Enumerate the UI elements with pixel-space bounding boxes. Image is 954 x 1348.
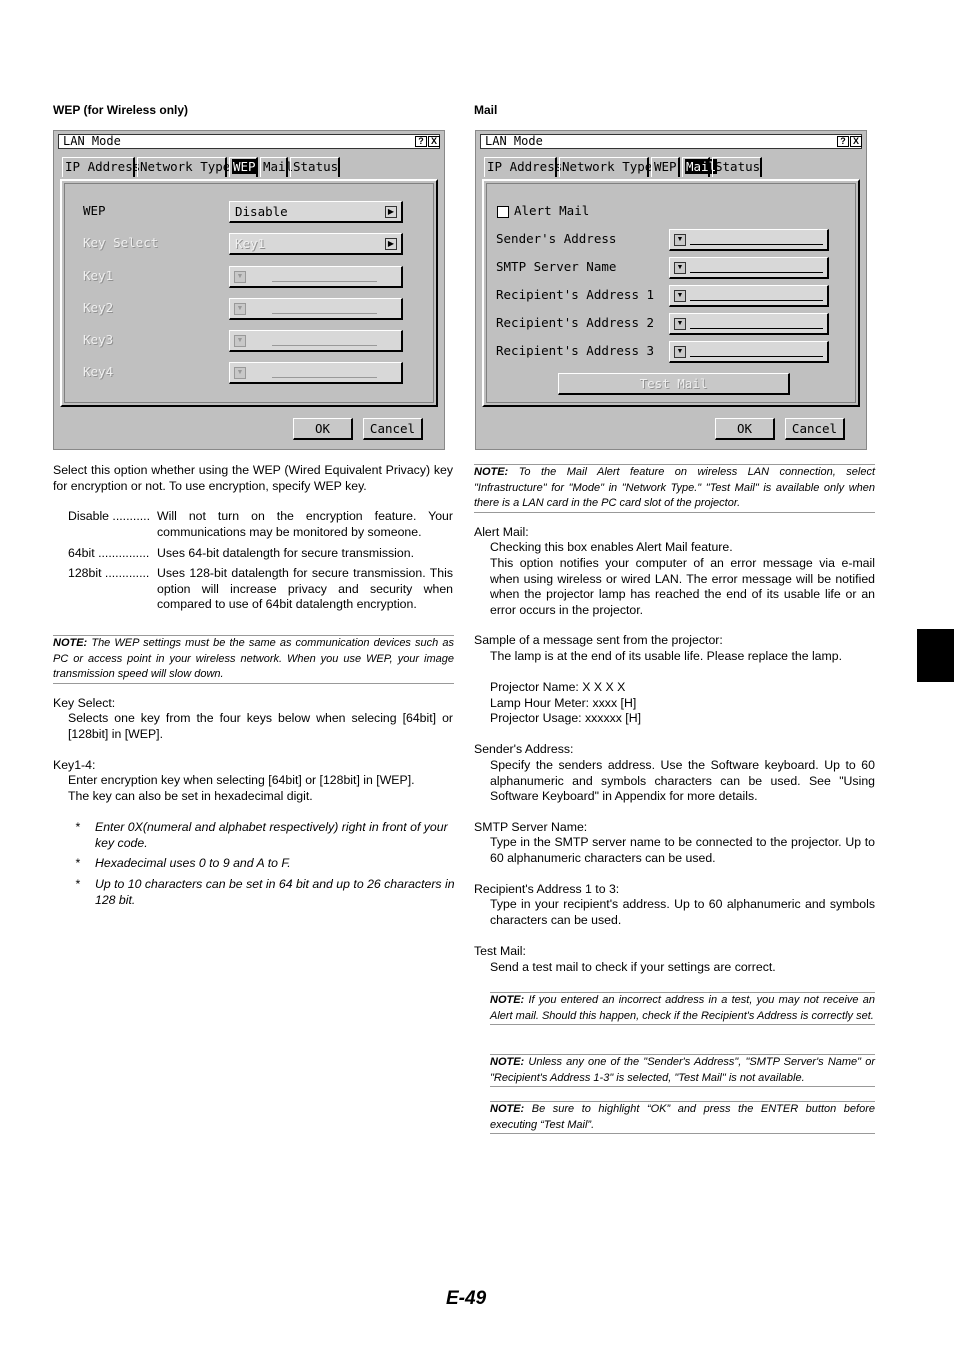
- key2-field[interactable]: [229, 298, 403, 320]
- dropdown-icon: ▼: [234, 303, 246, 315]
- tab-network-type[interactable]: Network Type: [137, 157, 227, 177]
- sample-hours: Lamp Hour Meter: xxxx [H]: [490, 696, 637, 710]
- alert-mail-label: Alert Mail: [514, 203, 590, 218]
- tab-wep[interactable]: WEP: [651, 157, 680, 177]
- test-text: Send a test mail to check if your settings are correct.: [490, 960, 776, 974]
- recipient-1-field[interactable]: [669, 285, 829, 307]
- cancel-button[interactable]: Cancel: [363, 418, 423, 440]
- sample-line: The lamp is at the end of its usable life. Please replace the lamp.: [490, 649, 843, 663]
- key14-text1: Enter encryption key when selecting [64bit] or [128bit] in [WEP].: [68, 773, 415, 787]
- dropdown-icon: ▼: [234, 367, 246, 379]
- option-term: 128bit .............: [68, 566, 150, 580]
- dropdown-icon: ▼: [234, 335, 246, 347]
- key4-field[interactable]: [229, 362, 403, 384]
- tab-mail[interactable]: Mail: [260, 157, 288, 177]
- recipient-2-field[interactable]: [669, 313, 829, 335]
- ok-button[interactable]: OK: [715, 418, 775, 440]
- close-icon[interactable]: X: [428, 136, 440, 147]
- option-desc: Uses 64-bit datalength for secure transmission.: [157, 546, 414, 560]
- recipient-3-label: Recipient's Address 3: [496, 343, 655, 358]
- bullet-text: Enter 0X(numeral and alphabet respectively) right in front of your key code.: [95, 820, 448, 850]
- alert-text2: This option notifies your computer of an error message via e-mail when using wireless or wired LAN. The error message will be notified when the projector lamp has reached the end of its usable life or an error occurs in the projector.: [490, 556, 875, 617]
- option-term: 64bit ...............: [68, 546, 150, 560]
- page-number: E-49: [446, 1288, 487, 1309]
- recipient-1-label: Recipient's Address 1: [496, 287, 655, 302]
- key2-label: Key2: [83, 300, 114, 315]
- wep-note: NOTE: The WEP settings must be the same as communication devices such as PC or access point in your wireless network. When you use WEP, your image transmission speed will slow down.: [53, 635, 454, 684]
- dialog-title: LAN Mode: [63, 134, 121, 148]
- sender-title: Sender's Address:: [474, 742, 574, 756]
- key3-field[interactable]: [229, 330, 403, 352]
- alert-text1: Checking this box enables Alert Mail feature.: [490, 540, 733, 554]
- senders-address-field[interactable]: [669, 229, 829, 251]
- mail-note: NOTE: To the Mail Alert feature on wireless LAN connection, select "Infrastructure" for "Mode" in "Network Type." "Test Mail" is available only when there is a LAN card in the PC card slot of the projector.: [474, 464, 875, 513]
- dialog-title: LAN Mode: [485, 134, 543, 148]
- bullet-text: Up to 10 characters can be set in 64 bit and up to 26 characters in 128 bit.: [95, 877, 455, 907]
- recip-text: Type in your recipient's address. Up to 60 alphanumeric and symbols characters can be used.: [490, 897, 875, 927]
- sender-text: Specify the senders address. Use the Software keyboard. Up to 60 alphanumeric and symbols characters can be used. See "Using Software Keyboard" in Appendix for more details.: [490, 758, 875, 803]
- section-heading-wep: WEP (for Wireless only): [53, 103, 189, 117]
- alert-mail-checkbox[interactable]: [497, 206, 509, 218]
- keyselect-title: Key Select:: [53, 696, 116, 710]
- dropdown-icon: ▼: [674, 234, 686, 246]
- recipient-2-label: Recipient's Address 2: [496, 315, 655, 330]
- key-select-label: Key Select: [83, 235, 159, 250]
- close-icon[interactable]: X: [850, 136, 862, 147]
- test-note-1: NOTE: If you entered an incorrect address in a test, you may not receive an Alert mail. Should this happen, check if the Recipient's Address is correctly set.: [490, 992, 875, 1025]
- help-icon[interactable]: ?: [415, 136, 427, 147]
- alert-title: Alert Mail:: [474, 525, 529, 539]
- smtp-server-label: SMTP Server Name: [496, 259, 617, 274]
- tab-wep[interactable]: WEP: [229, 157, 258, 177]
- chapter-tab-marker: [917, 629, 954, 682]
- key1-field[interactable]: [229, 266, 403, 288]
- key14-title: Key1-4:: [53, 758, 96, 772]
- lan-mode-dialog-mail: [475, 130, 867, 450]
- smtp-title: SMTP Server Name:: [474, 820, 588, 834]
- wep-panel: [60, 179, 438, 407]
- dialog-titlebar: [480, 134, 862, 149]
- key4-label: Key4: [83, 364, 114, 379]
- recip-title: Recipient's Address 1 to 3:: [474, 882, 620, 896]
- test-mail-button[interactable]: Test Mail: [558, 373, 790, 395]
- key-select-select[interactable]: Key1 ▶: [229, 233, 403, 255]
- tab-ip-address[interactable]: IP Address: [62, 157, 135, 177]
- smtp-server-field[interactable]: [669, 257, 829, 279]
- sample-title: Sample of a message sent from the projector:: [474, 633, 723, 647]
- mail-panel: [482, 179, 860, 407]
- bullet-mark: *: [75, 877, 80, 891]
- ok-button[interactable]: OK: [293, 418, 353, 440]
- tab-status[interactable]: Status: [290, 157, 340, 177]
- dialog-titlebar: [58, 134, 440, 149]
- bullet-mark: *: [75, 856, 80, 870]
- tab-mail[interactable]: Mail: [682, 157, 710, 177]
- recipient-3-field[interactable]: [669, 341, 829, 363]
- cancel-button[interactable]: Cancel: [785, 418, 845, 440]
- key14-text2: The key can also be set in hexadecimal digit.: [68, 789, 313, 803]
- wep-select[interactable]: Disable ▶: [229, 201, 403, 223]
- dropdown-icon: ▼: [674, 290, 686, 302]
- senders-address-label: Sender's Address: [496, 231, 617, 246]
- arrow-right-icon: ▶: [385, 206, 397, 218]
- dropdown-icon: ▼: [674, 262, 686, 274]
- sample-usage: Projector Usage: xxxxxx [H]: [490, 711, 642, 725]
- dropdown-icon: ▼: [674, 318, 686, 330]
- help-icon[interactable]: ?: [837, 136, 849, 147]
- dropdown-icon: ▼: [674, 346, 686, 358]
- tab-network-type[interactable]: Network Type: [559, 157, 649, 177]
- dropdown-icon: ▼: [234, 271, 246, 283]
- tab-ip-address[interactable]: IP Address: [484, 157, 557, 177]
- smtp-text: Type in the SMTP server name to be connected to the projector. Up to 60 alphanumeric characters can be used.: [490, 835, 875, 865]
- option-desc: Uses 128-bit datalength for secure transmission. This option will increase privacy and security when compared to use of 64bit datalength encryption.: [157, 566, 453, 611]
- option-desc: Will not turn on the encryption feature. Your communications may be monitored by someone.: [157, 509, 453, 539]
- tab-status[interactable]: Status: [712, 157, 762, 177]
- bullet-text: Hexadecimal uses 0 to 9 and A to F.: [95, 856, 291, 870]
- option-term: Disable ...........: [68, 509, 151, 523]
- bullet-mark: *: [75, 820, 80, 834]
- keyselect-text: Selects one key from the four keys below when selecing [64bit] or [128bit] in [WEP].: [68, 711, 453, 741]
- key3-label: Key3: [83, 332, 114, 347]
- test-note-3: NOTE: Be sure to highlight “OK” and press the ENTER button before executing “Test Mail”.: [490, 1101, 875, 1134]
- key1-label: Key1: [83, 268, 114, 283]
- wep-intro: Select this option whether using the WEP (Wired Equivalent Privacy) key for encryption or not. To use encryption, specify WEP key.: [53, 463, 453, 493]
- wep-label: WEP: [83, 203, 106, 218]
- test-title: Test Mail:: [474, 944, 526, 958]
- sample-name: Projector Name: X X X X: [490, 680, 626, 694]
- lan-mode-dialog-wep: [53, 130, 445, 450]
- arrow-right-icon: ▶: [385, 238, 397, 250]
- section-heading-mail: Mail: [474, 103, 498, 117]
- test-note-2: NOTE: Unless any one of the "Sender's Address", "SMTP Server's Name" or "Recipient's Address 1-3" is selected, "Test Mail" is not available.: [490, 1054, 875, 1087]
